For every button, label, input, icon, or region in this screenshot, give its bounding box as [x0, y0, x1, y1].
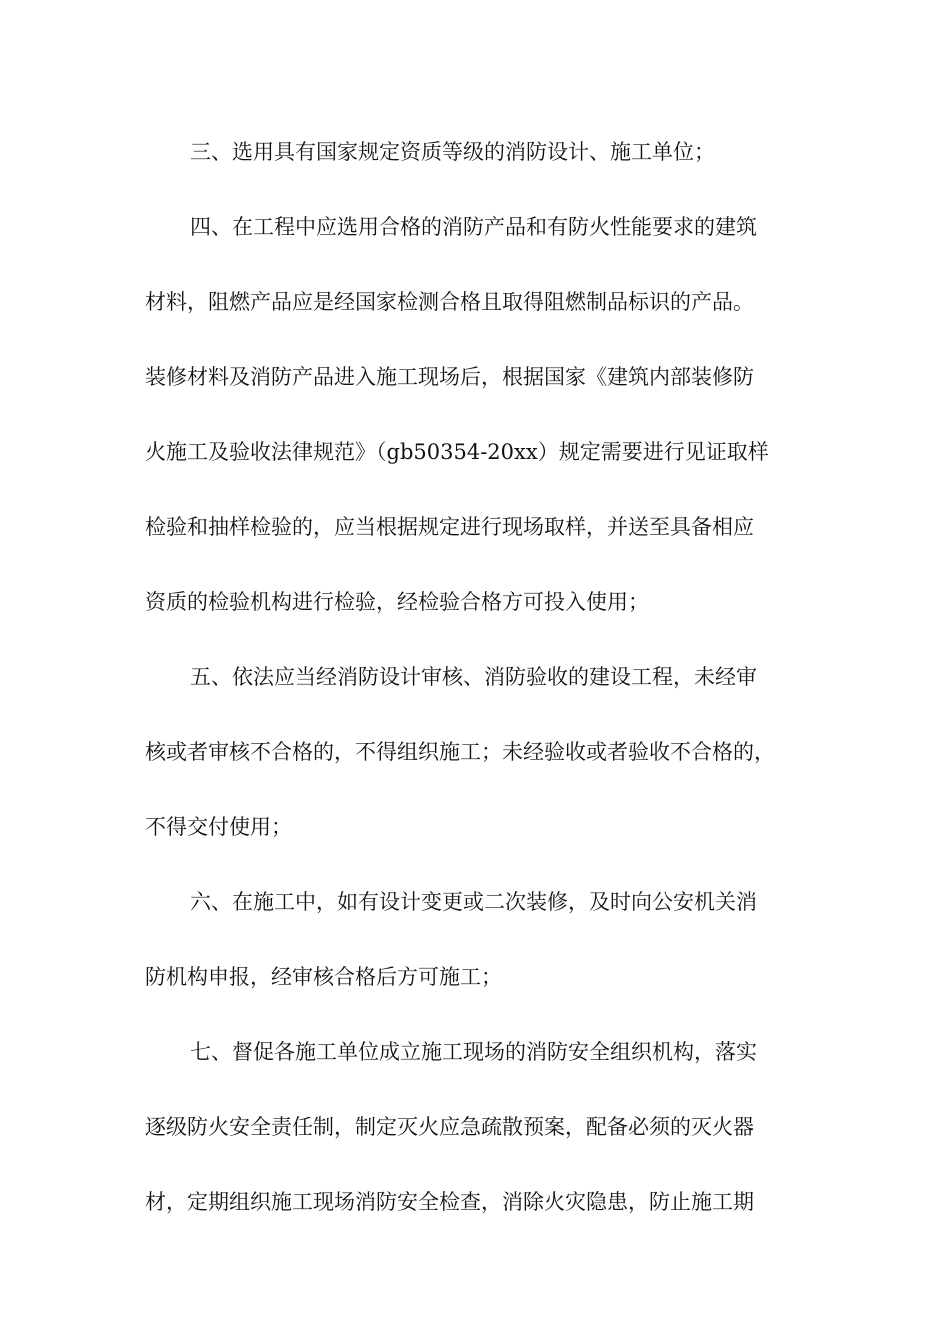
clause-3-line-1: 三、选用具有国家规定资质等级的消防设计、施工单位； — [190, 140, 715, 164]
clause-7-line-3: 材，定期组织施工现场消防安全检查，消除火灾隐患，防止施工期 — [145, 1190, 754, 1214]
clause-7-line-1: 七、督促各施工单位成立施工现场的消防安全组织机构，落实 — [190, 1040, 757, 1064]
clause-4-line-2: 材料，阻燃产品应是经国家检测合格且取得阻燃制品标识的产品。 — [145, 290, 754, 314]
clause-4-line-4: 火施工及验收法律规范》（gb50354-20xx）规定需要进行见证取样 — [145, 440, 769, 464]
clause-6-line-1: 六、在施工中，如有设计变更或二次装修，及时向公安机关消 — [190, 890, 757, 914]
clause-4-line-6: 资质的检验机构进行检验，经检验合格方可投入使用； — [145, 590, 649, 614]
clause-7-line-2: 逐级防火安全责任制，制定灭火应急疏散预案，配备必须的灭火器 — [145, 1115, 754, 1139]
clause-6-line-2: 防机构申报，经审核合格后方可施工； — [145, 965, 502, 989]
clause-4-line-1: 四、在工程中应选用合格的消防产品和有防火性能要求的建筑 — [190, 215, 757, 239]
clause-5-line-2: 核或者审核不合格的，不得组织施工；未经验收或者验收不合格的， — [145, 740, 775, 764]
clause-5-line-1: 五、依法应当经消防设计审核、消防验收的建设工程，未经审 — [190, 665, 757, 689]
clause-4-line-5: 检验和抽样检验的，应当根据规定进行现场取样，并送至具备相应 — [145, 515, 754, 539]
clause-5-line-3: 不得交付使用； — [145, 815, 292, 839]
clause-4-line-3: 装修材料及消防产品进入施工现场后，根据国家《建筑内部装修防 — [145, 365, 754, 389]
